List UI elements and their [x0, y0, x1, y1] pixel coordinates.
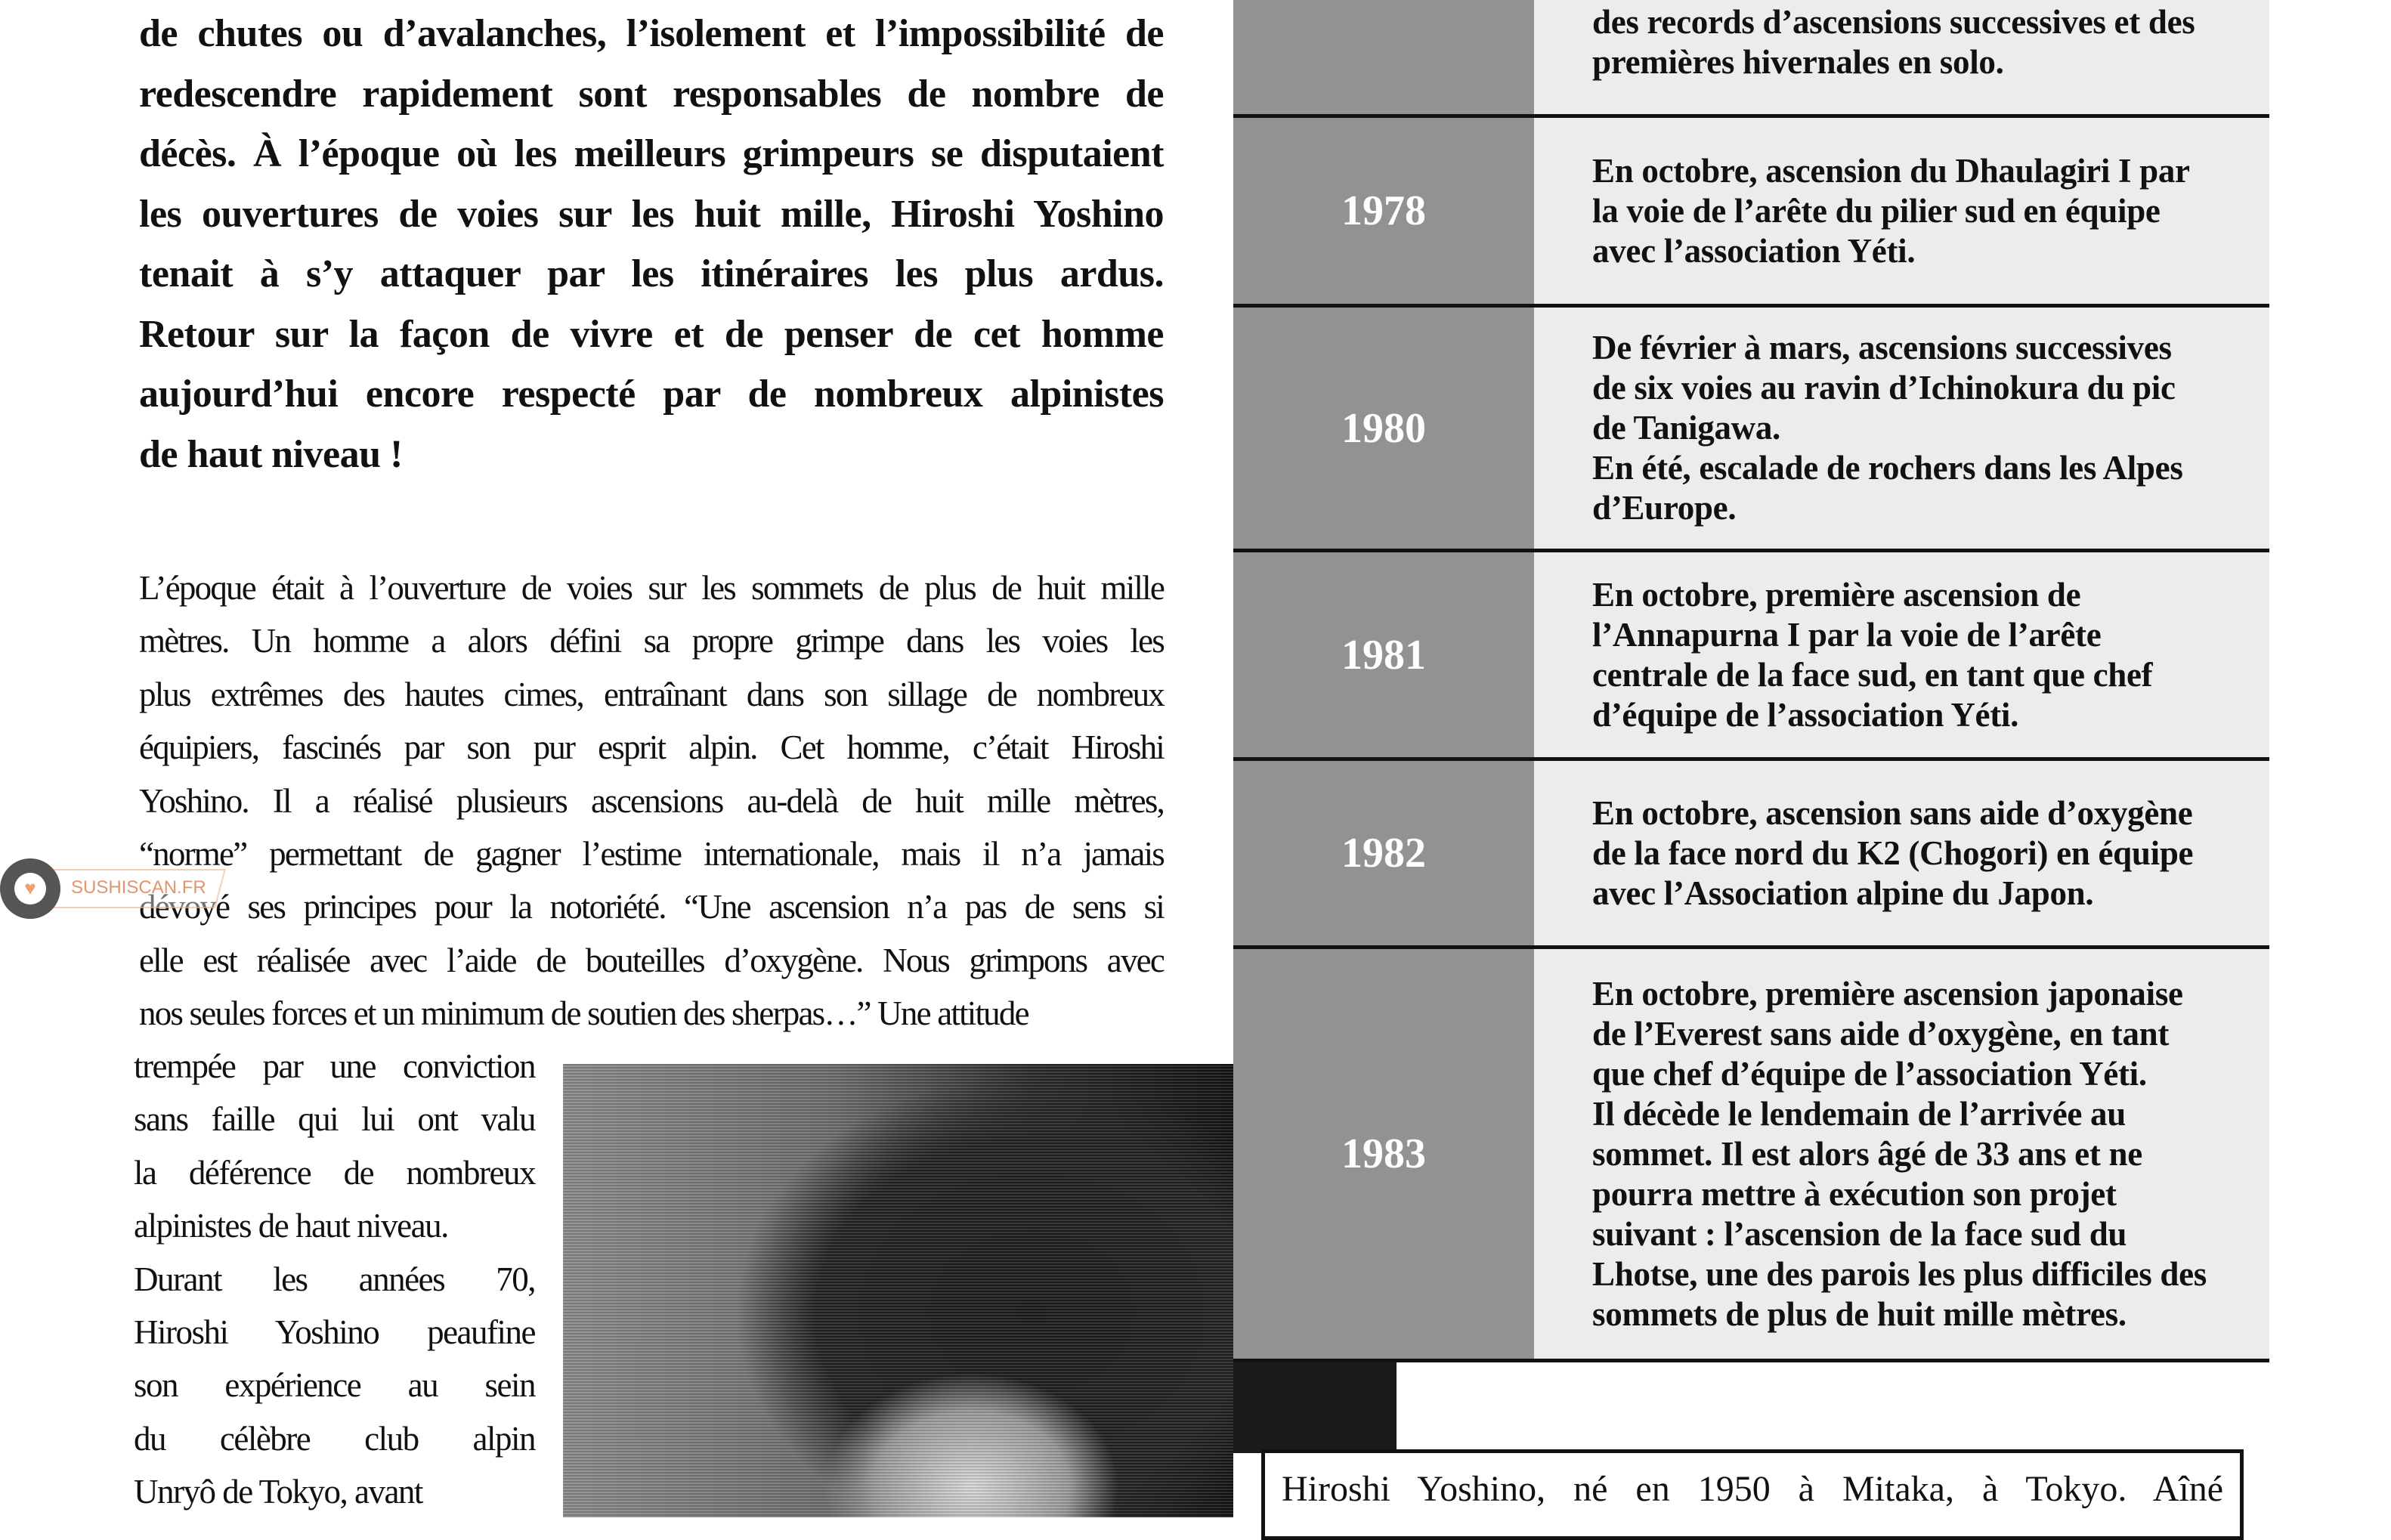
body-line: L’époque était à l’ouverture de voies sur les sommets de plus de huit mille [139, 569, 1164, 607]
timeline-event-line: De février à mars, ascensions successives [1592, 329, 2172, 366]
caption-text: Hiroshi Yoshino, né en 1950 à Mitaka, à Tokyo. Aîné [1282, 1469, 2223, 1509]
narrow-line: alpinistes de haut niveau. [134, 1207, 448, 1245]
narrow-line: du célèbre club alpin [134, 1419, 535, 1458]
lead-line: redescendre rapidement sont responsables de nombre de [139, 72, 1164, 116]
biography-timeline [1233, 0, 2269, 1362]
timeline-row [1233, 761, 2269, 949]
timeline-event-line: de Tanigawa. [1592, 409, 1780, 447]
timeline-event-line: sommets de plus de huit mille mètres. [1592, 1294, 2127, 1333]
timeline-event [1534, 118, 2269, 304]
body-line: plus extrêmes des hautes cimes, entraînant dans son sillage de nombreux [139, 675, 1164, 713]
timeline-event-line: de la face nord du K2 (Chogori) en équipe [1592, 833, 2194, 872]
timeline-year: 1978 [1233, 118, 1534, 304]
timeline-event-line: Lhotse, une des parois les plus difficiles des [1592, 1254, 2207, 1293]
portrait-photo [563, 1064, 1233, 1517]
timeline-event-line: sommet. Il est alors âgé de 33 ans et ne [1592, 1134, 2142, 1173]
watermark-label: SUSHISCAN.FR [71, 877, 206, 898]
narrow-line: Hiroshi Yoshino peaufine [134, 1313, 535, 1351]
body-line: équipiers, fascinés par son pur esprit alpin. Cet homme, c’était Hiroshi [139, 728, 1164, 767]
timeline-event-line: de six voies au ravin d’Ichinokura du pic [1592, 369, 2176, 407]
timeline-year: 1980 [1233, 308, 1534, 549]
narrow-line: sans faille qui lui ont valu [134, 1100, 535, 1139]
narrow-line: Durant les années 70, [134, 1260, 535, 1298]
body-line: Yoshino. Il a réalisé plusieurs ascensions au-delà de huit mille mètres, [139, 781, 1164, 820]
body-line: “norme” permettant de gagner l’estime internationale, mais il n’a jamais [139, 835, 1164, 873]
lead-line: décès. À l’époque où les meilleurs grimpeurs se disputaient [139, 132, 1164, 175]
decorative-black-block [1233, 1362, 1397, 1453]
timeline-row [1233, 552, 2269, 761]
timeline-event-line: Il décède le lendemain de l’arrivée au [1592, 1094, 2126, 1133]
timeline-event-line: des records d’ascensions successives et des [1592, 3, 2195, 41]
timeline-event [1534, 552, 2269, 757]
timeline-event [1534, 0, 2269, 114]
lead-line: de chutes ou d’avalanches, l’isolement et l’impossibilité de [139, 12, 1164, 55]
timeline-event-line: centrale de la face sud, en tant que chef [1592, 655, 2153, 694]
timeline-event-line: l’Annapurna I par la voie de l’arête [1592, 615, 2102, 654]
timeline-event-line: avec l’association Yéti. [1592, 231, 1916, 270]
watermark-badge [0, 858, 60, 919]
narrow-column-paragraph [134, 0, 535, 1511]
timeline-year [1233, 0, 1534, 114]
timeline-event-line: pourra mettre à exécution son projet [1592, 1174, 2117, 1213]
heart-icon: ♥ [14, 873, 46, 905]
timeline-row [1233, 308, 2269, 552]
timeline-row [1233, 0, 2269, 118]
lead-line: de haut niveau ! [139, 432, 403, 476]
timeline-year: 1982 [1233, 761, 1534, 945]
timeline-year: 1983 [1233, 949, 1534, 1359]
body-line: dévoyé ses principes pour la notoriété. “Une ascension n’a pas de sens si [139, 888, 1164, 926]
timeline-event-line: la voie de l’arête du pilier sud en équipe [1592, 191, 2161, 230]
body-line: elle est réalisée avec l’aide de bouteilles d’oxygène. Nous grimpons avec [139, 941, 1164, 979]
timeline-event [1534, 949, 2269, 1359]
timeline-event-line: En octobre, ascension du Dhaulagiri I par [1592, 151, 2190, 190]
lead-line: Retour sur la façon de vivre et de penser de cet homme [139, 312, 1164, 356]
timeline-event-line: avec l’Association alpine du Japon. [1592, 874, 2094, 912]
narrow-line: son expérience au sein [134, 1366, 535, 1405]
narrow-line: trempée par une conviction [134, 1047, 535, 1085]
timeline-event-line: En octobre, première ascension de [1592, 575, 2081, 614]
lead-line: les ouvertures de voies sur les huit mille, Hiroshi Yoshino [139, 192, 1164, 236]
timeline-event-line: suivant : l’ascension de la face sud du [1592, 1214, 2127, 1253]
timeline-event [1534, 308, 2269, 549]
timeline-event-line: de l’Everest sans aide d’oxygène, en tant [1592, 1014, 2170, 1053]
narrow-line: Unryô de Tokyo, avant [134, 1473, 422, 1511]
timeline-event-line: d’équipe de l’association Yéti. [1592, 695, 2019, 734]
lead-line: tenait à s’y attaquer par les itinéraires les plus ardus. [139, 252, 1164, 295]
biography-caption-box [1261, 1449, 2244, 1540]
narrow-line: la déférence de nombreux [134, 1153, 535, 1192]
timeline-row [1233, 118, 2269, 308]
timeline-year: 1981 [1233, 552, 1534, 757]
body-line: mètres. Un homme a alors défini sa propre grimpe dans les voies les [139, 622, 1164, 660]
timeline-event-line: que chef d’équipe de l’association Yéti. [1592, 1054, 2147, 1093]
timeline-event-line: En été, escalade de rochers dans les Alpes [1592, 449, 2183, 487]
timeline-row [1233, 949, 2269, 1362]
timeline-event-line: premières hivernales en solo. [1592, 43, 2004, 81]
timeline-event-line: En octobre, première ascension japonaise [1592, 974, 2183, 1013]
body-line: nos seules forces et un minimum de soutien des sherpas…” Une attitude [139, 994, 1028, 1033]
timeline-event [1534, 761, 2269, 945]
timeline-event-line: En octobre, ascension sans aide d’oxygène [1592, 793, 2193, 832]
lead-line: aujourd’hui encore respecté par de nombreux alpinistes [139, 373, 1164, 416]
timeline-event-line: d’Europe. [1592, 489, 1737, 527]
